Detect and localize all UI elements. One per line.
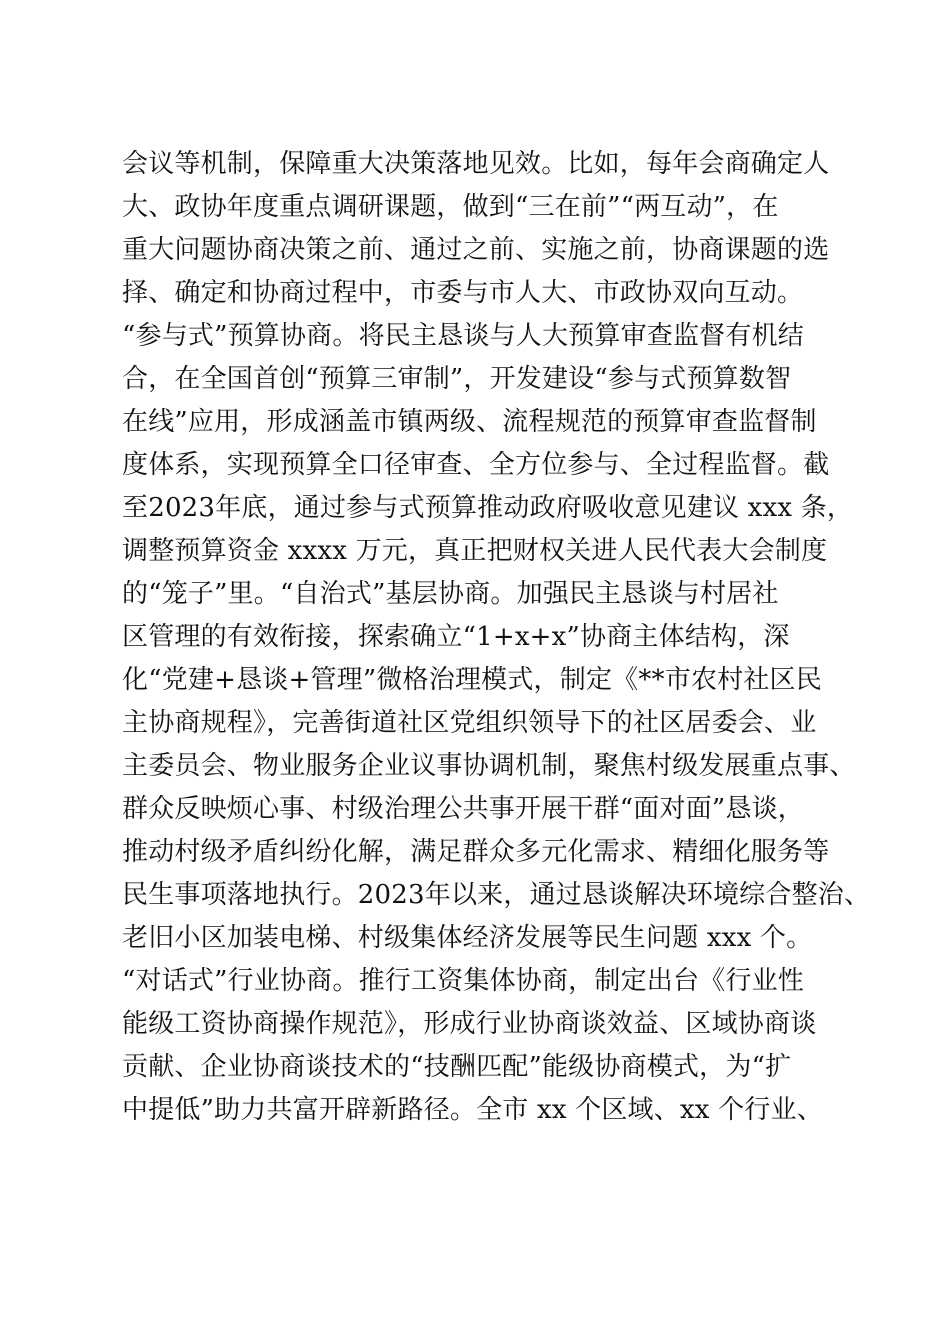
text-line: 老旧小区加装电梯、村级集体经济发展等民生问题 xxx 个。 [122, 923, 813, 953]
text-line: 中提低”助力共富开辟新路径。全市 xx 个区域、xx 个行业、 [122, 1095, 823, 1125]
text-line: 群众反映烦心事、村级治理公共事开展干群“面对面”恳谈， [122, 794, 804, 824]
text-line: 择、确定和协商过程中，市委与市人大、市政协双向互动。 [122, 278, 804, 308]
text-line: 推动村级矛盾纠纷化解，满足群众多元化需求、精细化服务等 [122, 837, 830, 867]
text-line: 贡献、企业协商谈技术的“技酬匹配”能级协商模式，为“扩 [122, 1052, 792, 1082]
text-line: 化“党建+恳谈+管理”微格治理模式，制定《**市农村社区民 [122, 665, 822, 695]
text-line: 重大问题协商决策之前、通过之前、实施之前，协商课题的选 [122, 235, 830, 265]
text-line: 在线”应用，形成涵盖市镇两级、流程规范的预算审查监督制 [122, 407, 817, 437]
text-line: 合，在全国首创“预算三审制”，开发建设“参与式预算数智 [122, 364, 792, 394]
text-line: 会议等机制，保障重大决策落地见效。比如，每年会商确定人 [122, 149, 830, 179]
text-line: “参与式”预算协商。将民主恳谈与人大预算审查监督有机结 [122, 321, 804, 351]
text-line: 度体系，实现预算全口径审查、全方位参与、全过程监督。截 [122, 450, 830, 480]
text-line: 民生事项落地执行。2023年以来，通过恳谈解决环境综合整治、 [122, 880, 871, 910]
text-line: 区管理的有效衔接，探索确立“1+x+x”协商主体结构，深 [122, 622, 790, 652]
text-line: 至2023年底，通过参与式预算推动政府吸收意见建议 xxx 条， [122, 493, 854, 523]
text-line: “对话式”行业协商。推行工资集体协商，制定出台《行业性 [122, 966, 804, 996]
text-line: 大、政协年度重点调研课题，做到“三在前”“两互动”，在 [122, 192, 779, 222]
text-line: 调整预算资金 xxxx 万元，真正把财权关进人民代表大会制度 [122, 536, 828, 566]
text-line: 能级工资协商操作规范》，形成行业协商谈效益、区域协商谈 [122, 1009, 817, 1039]
text-line: 主委员会、物业服务企业议事协调机制，聚焦村级发展重点事、 [122, 751, 856, 781]
text-line: 主协商规程》，完善街道社区党组织领导下的社区居委会、业 [122, 708, 817, 738]
text-line: 的“笼子”里。“自治式”基层协商。加强民主恳谈与村居社 [122, 579, 779, 609]
